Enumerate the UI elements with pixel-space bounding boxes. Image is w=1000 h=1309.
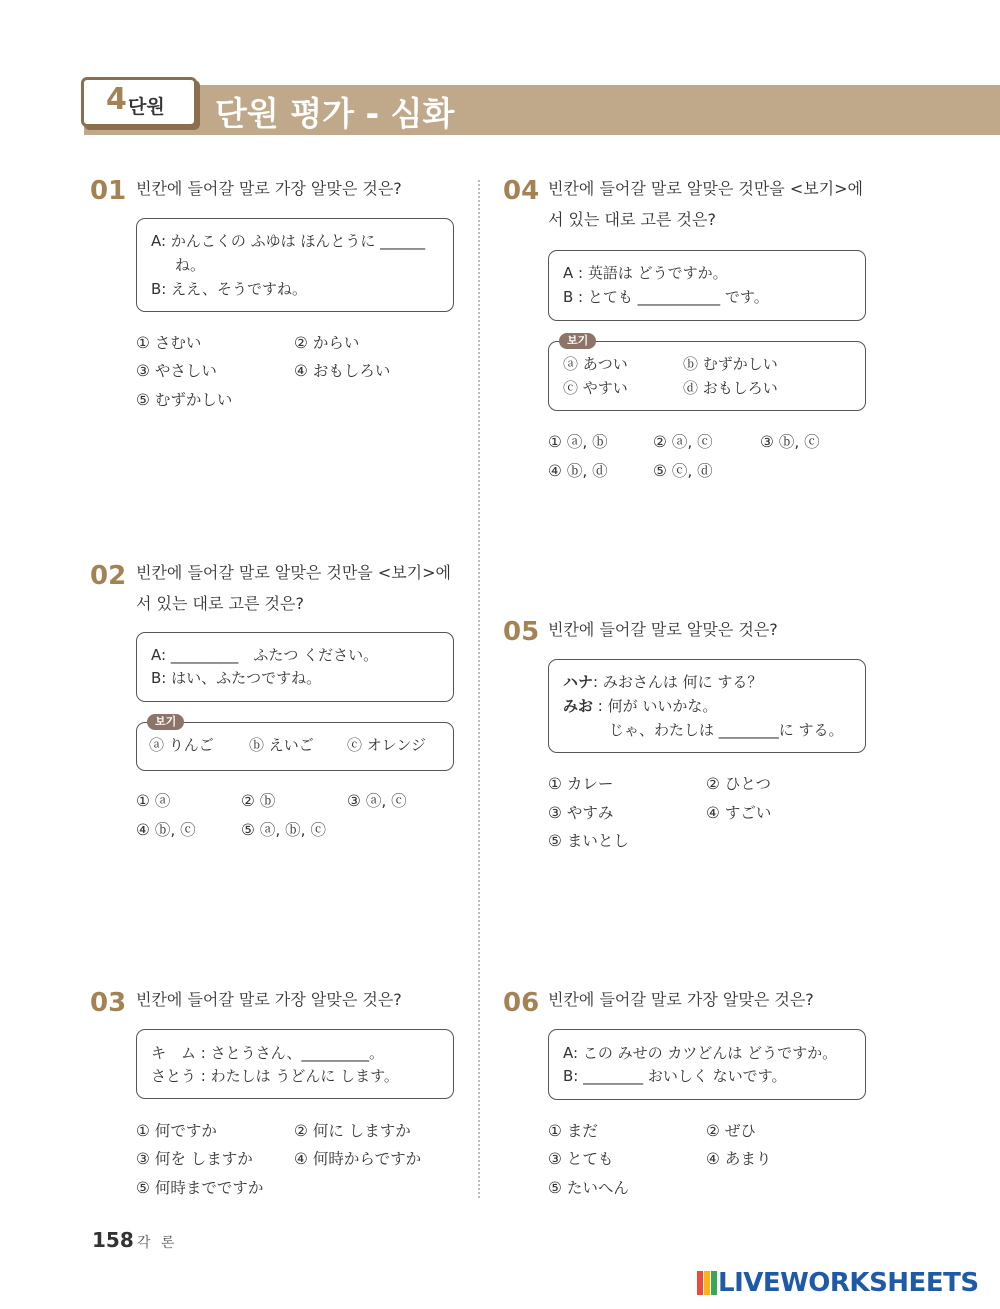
liveworksheets-logo-icon [696, 1270, 718, 1296]
question-number-06: 06 [503, 988, 540, 1018]
dialogue-box-05 [548, 659, 866, 753]
column-divider [478, 180, 480, 1198]
liveworksheets-logo[interactable]: LIVEWORKSHEETS [718, 1268, 979, 1298]
bogi-item: ⓒ やすい [563, 379, 628, 397]
answer-option[interactable]: ① ⓐ [136, 792, 171, 810]
question-prompt-06: 빈칸에 들어갈 말로 가장 알맞은 것은? [548, 990, 814, 1009]
section-label: 각 론 [137, 1235, 178, 1251]
bogi-item: ⓑ えいご [249, 736, 314, 754]
dialogue-line: A: この みせの カツどんは どうですか。 [563, 1044, 838, 1062]
answer-option[interactable]: ② 何に しますか [294, 1122, 411, 1140]
answer-option[interactable]: ③ ⓑ, ⓒ [760, 433, 820, 451]
page-number: 158 [92, 1228, 134, 1252]
dialogue-line: B: ________ おいしく ないです。 [563, 1067, 787, 1085]
question-prompt-01: 빈칸에 들어갈 말로 가장 알맞은 것은? [136, 179, 402, 198]
answer-option[interactable]: ④ すごい [706, 804, 772, 822]
dialogue-line: キ ム : さとうさん、_________。 [151, 1044, 384, 1062]
answer-option[interactable]: ① さむい [136, 334, 202, 352]
speaker-name: みお [563, 697, 594, 715]
dialogue-box-06 [548, 1029, 866, 1100]
dialogue-line: B: ええ、そうですね。 [151, 280, 308, 298]
answer-option[interactable]: ③ ⓐ, ⓒ [347, 792, 407, 810]
answer-option[interactable]: ⑤ ⓐ, ⓑ, ⓒ [241, 821, 327, 839]
question-number-05: 05 [503, 617, 540, 647]
answer-option[interactable]: ③ 何を しますか [136, 1150, 253, 1168]
dialogue-box-01 [136, 218, 454, 312]
dialogue-line: さとう : わたしは うどんに します。 [151, 1067, 399, 1085]
dialogue-line: じゃ、わたしは ________に する。 [609, 721, 844, 739]
answer-option[interactable]: ② ひとつ [706, 775, 772, 793]
answer-option[interactable]: ② ぜひ [706, 1122, 756, 1140]
question-prompt-04-line1: 빈칸에 들어갈 말로 알맞은 것만을 <보기>에 [548, 179, 863, 198]
answer-option[interactable]: ① カレー [548, 775, 614, 793]
answer-option[interactable]: ⑤ ⓒ, ⓓ [653, 462, 713, 480]
answer-option[interactable]: ① ⓐ, ⓑ [548, 433, 608, 451]
answer-option[interactable]: ④ ⓑ, ⓒ [136, 821, 196, 839]
dialogue-line: B : とても ___________ です。 [563, 288, 769, 306]
answer-option[interactable]: ④ あまり [706, 1150, 772, 1168]
answer-option[interactable]: ⑤ まいとし [548, 832, 629, 850]
answer-option[interactable]: ② ⓐ, ⓒ [653, 433, 713, 451]
question-number-04: 04 [503, 176, 540, 206]
answer-option[interactable]: ① まだ [548, 1122, 598, 1140]
dialogue-line [563, 695, 717, 718]
question-number-02: 02 [90, 561, 127, 591]
page-title: 단원 평가 - 심화 [215, 94, 455, 133]
dialogue-line: A: かんこくの ふゆは ほんとうに ______ [151, 232, 426, 250]
answer-option[interactable]: ① 何ですか [136, 1122, 217, 1140]
dialogue-line: A : 英語は どうですか。 [563, 264, 728, 282]
bogi-item: ⓐ りんご [149, 736, 214, 754]
bogi-box-04 [548, 334, 866, 411]
unit-badge [81, 77, 197, 127]
answer-option[interactable]: ③ やさしい [136, 362, 217, 380]
unit-word: 단원 [128, 96, 165, 118]
answer-option[interactable]: ② からい [294, 334, 360, 352]
bogi-label: 보기 [559, 333, 596, 349]
answer-option[interactable]: ④ 何時からですか [294, 1150, 422, 1168]
dialogue-box-02 [136, 632, 454, 702]
bogi-label: 보기 [147, 714, 184, 730]
speaker-name: ハナ [563, 673, 594, 691]
dialogue-box-04 [548, 250, 866, 321]
bogi-item: ⓐ あつい [563, 355, 628, 373]
answer-option[interactable]: ② ⓑ [241, 792, 276, 810]
question-prompt-02-line2: 서 있는 대로 고른 것은? [136, 594, 304, 613]
question-prompt-02-line1: 빈칸에 들어갈 말로 알맞은 것만을 <보기>에 [136, 563, 451, 582]
question-number-01: 01 [90, 176, 127, 206]
answer-option[interactable]: ⑤ たいへん [548, 1179, 629, 1197]
bogi-item: ⓑ むずかしい [683, 355, 778, 373]
dialogue-box-03 [136, 1029, 454, 1099]
dialogue-line: ね。 [175, 256, 206, 274]
bogi-item: ⓒ オレンジ [347, 736, 427, 754]
answer-option[interactable]: ⑤ むずかしい [136, 391, 233, 409]
question-number-03: 03 [90, 988, 127, 1018]
dialogue-line: A: _________ ふたつ ください。 [151, 646, 379, 664]
speaker-text: : みおさんは 何に する？ [593, 673, 763, 691]
question-prompt-04-line2: 서 있는 대로 고른 것은? [548, 210, 716, 229]
answer-option[interactable]: ⑤ 何時までですか [136, 1179, 264, 1197]
dialogue-line [563, 671, 762, 694]
answer-option[interactable]: ④ ⓑ, ⓓ [548, 462, 608, 480]
question-prompt-05: 빈칸에 들어갈 말로 알맞은 것은? [548, 620, 778, 639]
answer-option[interactable]: ④ おもしろい [294, 362, 391, 380]
question-prompt-03: 빈칸에 들어갈 말로 가장 알맞은 것은? [136, 990, 402, 1009]
dialogue-line: B: はい、ふたつですね。 [151, 669, 322, 687]
bogi-box-02 [136, 715, 454, 771]
unit-number: 4 [106, 82, 127, 117]
answer-option[interactable]: ③ やすみ [548, 804, 614, 822]
answer-option[interactable]: ③ とても [548, 1150, 614, 1168]
speaker-text: : 何が いいかな。 [597, 697, 718, 715]
bogi-item: ⓓ おもしろい [683, 379, 778, 397]
